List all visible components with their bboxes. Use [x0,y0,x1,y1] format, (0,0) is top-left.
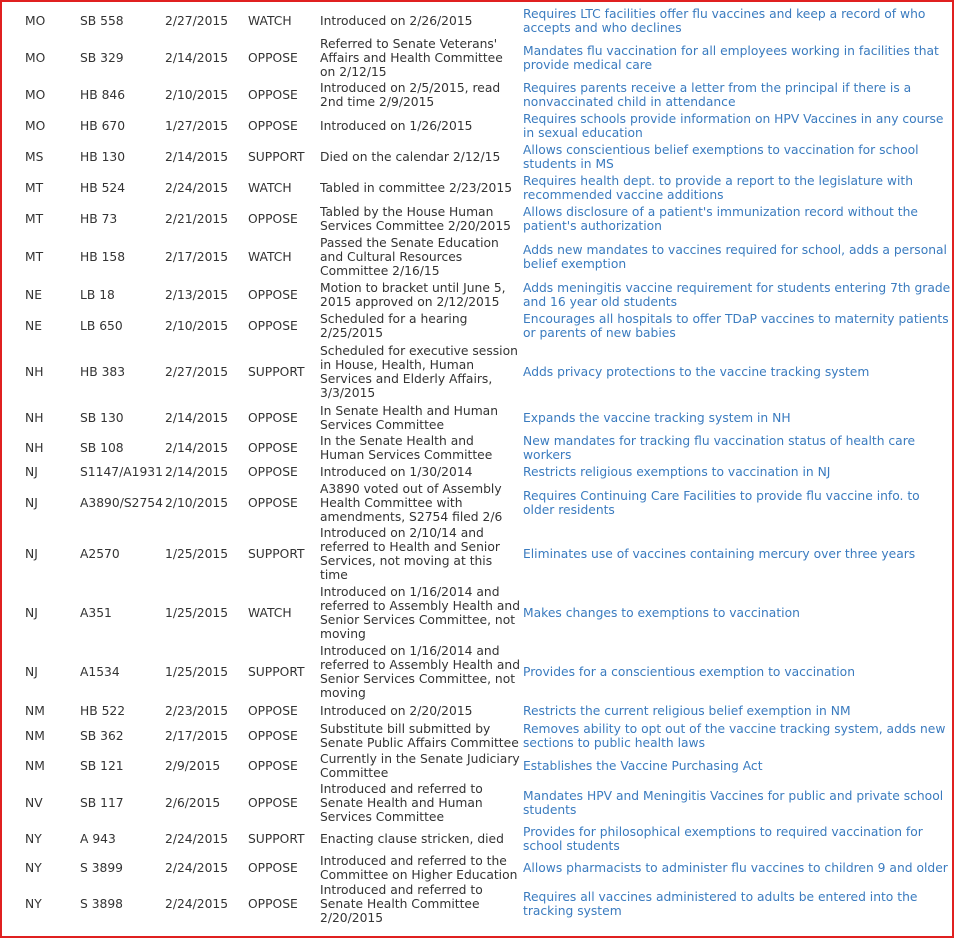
status-cell: Introduced on 1/16/2014 and referred to Assembly Health and Senior Services Committee, not moving [320,644,521,700]
table-row [4,141,952,173]
date-cell: 1/27/2015 [165,119,229,133]
state-cell: MO [25,88,46,102]
description-cell [523,311,952,341]
state-cell: NH [25,365,44,379]
description-cell [523,433,952,463]
status-cell: Introduced and referred to Senate Health Committee 2/20/2015 [320,883,483,925]
bill-description-link[interactable]: Requires Continuing Care Facilities to provide flu vaccine info. to older residents [523,489,920,517]
bill-number-cell: HB 846 [80,88,126,102]
bill-number-cell: HB 670 [80,119,126,133]
description-cell [523,781,952,825]
description-cell [523,853,952,883]
description-cell [523,583,952,643]
status-cell: Introduced on 1/30/2014 [320,465,473,479]
bill-number-cell: SB 130 [80,411,124,425]
description-cell [523,883,952,925]
state-cell: NE [25,319,42,333]
date-cell: 2/9/2015 [165,759,221,773]
position-cell: WATCH [248,14,292,28]
position-cell: OPPOSE [248,319,298,333]
date-cell: 2/10/2015 [165,496,229,510]
bill-number-cell: A351 [80,606,112,620]
bills-table-body [4,5,952,925]
position-cell: WATCH [248,606,292,620]
date-cell: 2/23/2015 [165,704,229,718]
status-cell: Enacting clause stricken, died [320,832,504,846]
status-cell: A3890 voted out of Assembly Health Committee with amendments, S2754 filed 2/6 [320,482,503,524]
bill-description-link[interactable]: Mandates flu vaccination for all employees working in facilities that provide medical care [523,44,939,72]
state-cell: MT [25,250,44,264]
state-cell: MS [25,150,44,164]
state-cell: MT [25,212,44,226]
table-row [4,525,952,583]
table-row [4,825,952,853]
status-cell: In the Senate Health and Human Services Committee [320,434,493,462]
table-row [4,203,952,235]
description-cell [523,403,952,433]
bill-number-cell: SB 329 [80,51,124,65]
status-cell: Introduced on 2/10/14 and referred to Health and Senior Services, not moving at this time [320,526,500,582]
description-cell [523,279,952,311]
state-cell: NJ [25,606,38,620]
bill-description-link[interactable]: Allows disclosure of a patient's immunization record without the patient's authorization [523,205,918,233]
state-cell: NM [25,704,45,718]
table-row [4,643,952,701]
state-cell: NM [25,729,45,743]
status-cell: Introduced on 1/16/2014 and referred to Assembly Health and Senior Services Committee, not moving [320,585,521,641]
bill-number-cell: HB 383 [80,365,126,379]
description-cell [523,5,952,37]
bill-description-link[interactable]: Requires health dept. to provide a report to the legislature with recommended vaccine additions [523,174,914,202]
status-cell: Scheduled for executive session in House, Health, Human Services and Elderly Affairs, 3/3/2015 [320,344,518,400]
bill-description-link[interactable]: Adds privacy protections to the vaccine tracking system [523,365,870,379]
description-cell [523,701,952,721]
bill-description-link[interactable]: Provides for philosophical exemptions to required vaccination for school students [523,825,923,853]
bill-number-cell: HB 158 [80,250,126,264]
position-cell: OPPOSE [248,411,298,425]
status-cell: Introduced on 2/20/2015 [320,704,473,718]
table-row [4,853,952,883]
state-cell: NM [25,759,45,773]
date-cell: 2/27/2015 [165,14,229,28]
table-row [4,37,952,79]
date-cell: 2/21/2015 [165,212,229,226]
table-row [4,781,952,825]
bill-description-link[interactable]: Makes changes to exemptions to vaccination [523,606,800,620]
table-row [4,111,952,141]
state-cell: NJ [25,547,38,561]
bill-number-cell: SB 108 [80,441,124,455]
table-row [4,481,952,525]
state-cell: MO [25,14,46,28]
description-cell [523,203,952,235]
status-cell: Passed the Senate Education and Cultural Resources Committee 2/16/15 [320,236,499,278]
status-cell: In Senate Health and Human Services Committee [320,404,499,432]
status-cell: Introduced on 2/5/2015, read 2nd time 2/9/2015 [320,81,501,109]
date-cell: 2/24/2015 [165,832,229,846]
description-cell [523,481,952,525]
table-row [4,173,952,203]
date-cell: 2/17/2015 [165,729,229,743]
bill-number-cell: SB 117 [80,796,124,810]
position-cell: OPPOSE [248,288,298,302]
status-cell: Currently in the Senate Judiciary Committee [320,752,520,780]
position-cell: OPPOSE [248,119,298,133]
date-cell: 2/14/2015 [165,51,229,65]
position-cell: OPPOSE [248,496,298,510]
description-cell [523,141,952,173]
position-cell: OPPOSE [248,441,298,455]
bill-description-link[interactable]: Eliminates use of vaccines containing mercury over three years [523,547,916,561]
description-cell [523,341,952,403]
bill-description-link[interactable]: Requires schools provide information on HPV Vaccines in any course in sexual education [523,112,944,140]
position-cell: SUPPORT [248,665,305,679]
position-cell: OPPOSE [248,796,298,810]
description-cell [523,525,952,583]
bill-description-link[interactable]: Expands the vaccine tracking system in NH [523,411,791,425]
table-row [4,79,952,111]
bill-description-link[interactable]: Encourages all hospitals to offer TDaP vaccines to maternity patients or parents of new babies [523,312,949,340]
date-cell: 2/14/2015 [165,465,229,479]
state-cell: NY [25,897,42,911]
bill-number-cell: S 3898 [80,897,124,911]
description-cell [523,751,952,781]
date-cell: 1/25/2015 [165,547,229,561]
description-cell [523,721,952,751]
position-cell: SUPPORT [248,365,305,379]
bill-description-link[interactable]: Restricts the current religious belief exemption in NM [523,704,851,718]
bill-number-cell: S 3899 [80,861,124,875]
description-cell [523,37,952,79]
bill-description-link[interactable]: New mandates for tracking flu vaccination status of health care workers [523,434,916,462]
table-row [4,5,952,37]
bill-description-link[interactable]: Mandates HPV and Meningitis Vaccines for public and private school students [523,789,944,817]
state-cell: MO [25,119,46,133]
bill-description-link[interactable]: Establishes the Vaccine Purchasing Act [523,759,763,773]
position-cell: OPPOSE [248,729,298,743]
description-cell [523,111,952,141]
description-cell [523,825,952,853]
position-cell: OPPOSE [248,759,298,773]
date-cell: 2/10/2015 [165,88,229,102]
table-row [4,883,952,925]
table-row [4,341,952,403]
status-cell: Substitute bill submitted by Senate Public Affairs Committee [320,722,519,750]
position-cell: OPPOSE [248,465,298,479]
status-cell: Died on the calendar 2/12/15 [320,150,501,164]
state-cell: NE [25,288,42,302]
position-cell: OPPOSE [248,212,298,226]
position-cell: OPPOSE [248,897,298,911]
date-cell: 1/25/2015 [165,606,229,620]
state-cell: MO [25,51,46,65]
bill-number-cell: S1147/A1931 [80,465,163,479]
status-cell: Introduced and referred to the Committee on Higher Education [320,854,518,882]
date-cell: 2/17/2015 [165,250,229,264]
bill-description-link[interactable]: Adds new mandates to vaccines required for school, adds a personal belief exemption [523,243,947,271]
position-cell: OPPOSE [248,861,298,875]
position-cell: OPPOSE [248,704,298,718]
bill-number-cell: A 943 [80,832,116,846]
bill-number-cell: HB 130 [80,150,126,164]
table-row [4,433,952,463]
bill-description-link[interactable]: Allows conscientious belief exemptions to vaccination for school students in MS [523,143,919,171]
position-cell: OPPOSE [248,88,298,102]
bill-number-cell: SB 121 [80,759,124,773]
description-cell [523,463,952,481]
bill-description-link[interactable]: Adds meningitis vaccine requirement for students entering 7th grade and 16 year old students [523,281,951,309]
bill-description-link[interactable]: Provides for a conscientious exemption to vaccination [523,665,855,679]
state-cell: NJ [25,465,38,479]
bill-number-cell: A3890/S2754 [80,496,163,510]
bill-number-cell: SB 558 [80,14,124,28]
position-cell: WATCH [248,181,292,195]
status-cell: Introduced and referred to Senate Health and Human Services Committee [320,782,483,824]
status-cell: Motion to bracket until June 5, 2015 approved on 2/12/2015 [320,281,506,309]
bill-number-cell: LB 650 [80,319,123,333]
description-cell [523,173,952,203]
state-cell: NH [25,441,44,455]
bill-description-link[interactable]: Requires all vaccines administered to adults be entered into the tracking system [523,890,918,918]
state-cell: MT [25,181,44,195]
status-cell: Introduced on 1/26/2015 [320,119,473,133]
position-cell: WATCH [248,250,292,264]
bills-table [4,5,952,925]
bill-description-link[interactable]: Restricts religious exemptions to vaccination in NJ [523,465,831,479]
table-row [4,721,952,751]
table-row [4,583,952,643]
bill-number-cell: A1534 [80,665,120,679]
bill-number-cell: A2570 [80,547,120,561]
table-row [4,403,952,433]
status-cell: Tabled by the House Human Services Committee 2/20/2015 [320,205,511,233]
bill-number-cell: HB 524 [80,181,126,195]
bill-number-cell: HB 522 [80,704,126,718]
bill-description-link[interactable]: Requires parents receive a letter from the principal if there is a nonvaccinated child in attendance [523,81,912,109]
state-cell: NJ [25,496,38,510]
table-row [4,701,952,721]
table-row [4,279,952,311]
bill-description-link[interactable]: Removes ability to opt out of the vaccine tracking system, adds new sections to public health laws [523,722,946,750]
position-cell: SUPPORT [248,547,305,561]
status-cell: Introduced on 2/26/2015 [320,14,473,28]
table-row [4,751,952,781]
date-cell: 2/13/2015 [165,288,229,302]
bill-number-cell: LB 18 [80,288,115,302]
description-cell [523,643,952,701]
bill-description-link[interactable]: Requires LTC facilities offer flu vaccines and keep a record of who accepts and who declines [523,7,926,35]
status-cell: Referred to Senate Veterans' Affairs and Health Committee on 2/12/15 [320,37,503,79]
table-row [4,235,952,279]
position-cell: SUPPORT [248,832,305,846]
date-cell: 2/14/2015 [165,441,229,455]
state-cell: NV [25,796,43,810]
date-cell: 2/24/2015 [165,897,229,911]
description-cell [523,235,952,279]
bill-description-link[interactable]: Allows pharmacists to administer flu vaccines to children 9 and older [523,861,948,875]
bill-number-cell: HB 73 [80,212,118,226]
date-cell: 1/25/2015 [165,665,229,679]
state-cell: NJ [25,665,38,679]
date-cell: 2/14/2015 [165,150,229,164]
date-cell: 2/14/2015 [165,411,229,425]
position-cell: SUPPORT [248,150,305,164]
bill-number-cell: SB 362 [80,729,124,743]
date-cell: 2/27/2015 [165,365,229,379]
status-cell: Tabled in committee 2/23/2015 [320,181,513,195]
table-row [4,311,952,341]
date-cell: 2/24/2015 [165,861,229,875]
description-cell [523,79,952,111]
date-cell: 2/6/2015 [165,796,221,810]
state-cell: NY [25,861,42,875]
date-cell: 2/10/2015 [165,319,229,333]
position-cell: OPPOSE [248,51,298,65]
date-cell: 2/24/2015 [165,181,229,195]
state-cell: NH [25,411,44,425]
status-cell: Scheduled for a hearing 2/25/2015 [320,312,468,340]
state-cell: NY [25,832,42,846]
table-row [4,463,952,481]
